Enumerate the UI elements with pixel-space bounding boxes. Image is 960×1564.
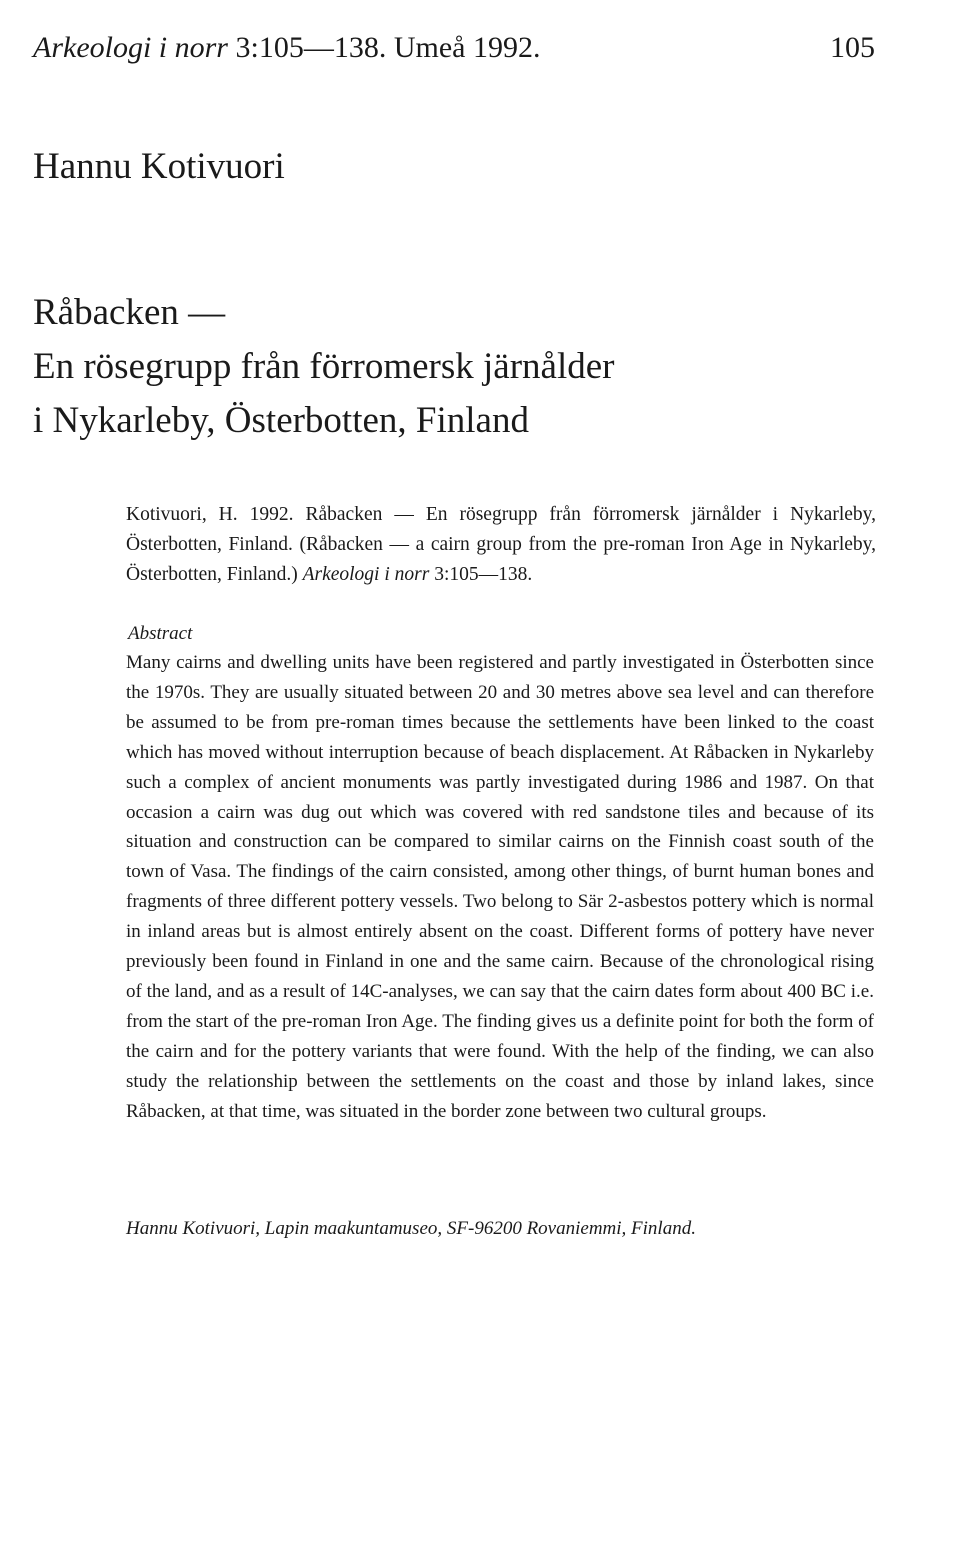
citation-journal: Arkeologi i norr (302, 564, 430, 585)
title-line-1: Råbacken — (33, 292, 226, 333)
citation-text: Kotivuori, H. 1992. Råbacken — En rösegrupp från förromersk järnålder i Nykarleby, Österbotten, Finland. (Råbacken — a cairn group from the pre-roman Iron Age in Nykarleby, Österbotten, Finland.) (126, 504, 876, 585)
running-head (33, 28, 875, 68)
journal-name: Arkeologi i norr (33, 31, 228, 64)
author-name: Hannu Kotivuori (33, 146, 285, 187)
page-number: 105 (830, 31, 875, 64)
issue-info: 3:105—138. Umeå 1992. (228, 31, 541, 64)
abstract-heading: Abstract (128, 623, 193, 644)
title-line-3: i Nykarleby, Österbotten, Finland (33, 400, 529, 441)
article-title (33, 286, 913, 448)
author-affiliation: Hannu Kotivuori, Lapin maakuntamuseo, SF-96200 Rovaniemmi, Finland. (126, 1218, 696, 1239)
citation (126, 500, 876, 590)
title-line-2: En rösegrupp från förromersk järnålder (33, 346, 615, 387)
citation-pages: 3:105—138. (429, 564, 533, 585)
abstract-body: Many cairns and dwelling units have been registered and partly investigated in Österbotten since the 1970s. They are usually situated between 20 and 30 metres above sea level and can therefore be assumed to be from pre-roman times because the settlements have been linked to the coast which has moved without interruption because of beach displacement. At Råbacken in Nykarleby such a complex of ancient monuments was partly investigated during 1986 and 1987. On that occasion a cairn was dug out which was covered with red sandstone tiles and because of its situation and construction can be compared to similar cairns on the Finnish coast south of the town of Vasa. The findings of the cairn consisted, among other things, of burnt human bones and fragments of three different pottery vessels. Two belong to Sär 2-asbestos pottery which is normal in inland areas but is almost entirely absent on the coast. Different forms of pottery have never previously been found in Finland in one and the same cairn. Because of the chronological rising of the land, and as a result of 14C-analyses, we can say that the cairn dates form about 400 BC i.e. from the start of the pre-roman Iron Age. The finding gives us a definite point for both the form of the cairn and for the pottery variants that were found. With the help of the finding, we can also study the relationship between the settlements on the coast and those by inland lakes, since Råbacken, at that time, was situated in the border zone between two cultural groups. (126, 652, 874, 1122)
